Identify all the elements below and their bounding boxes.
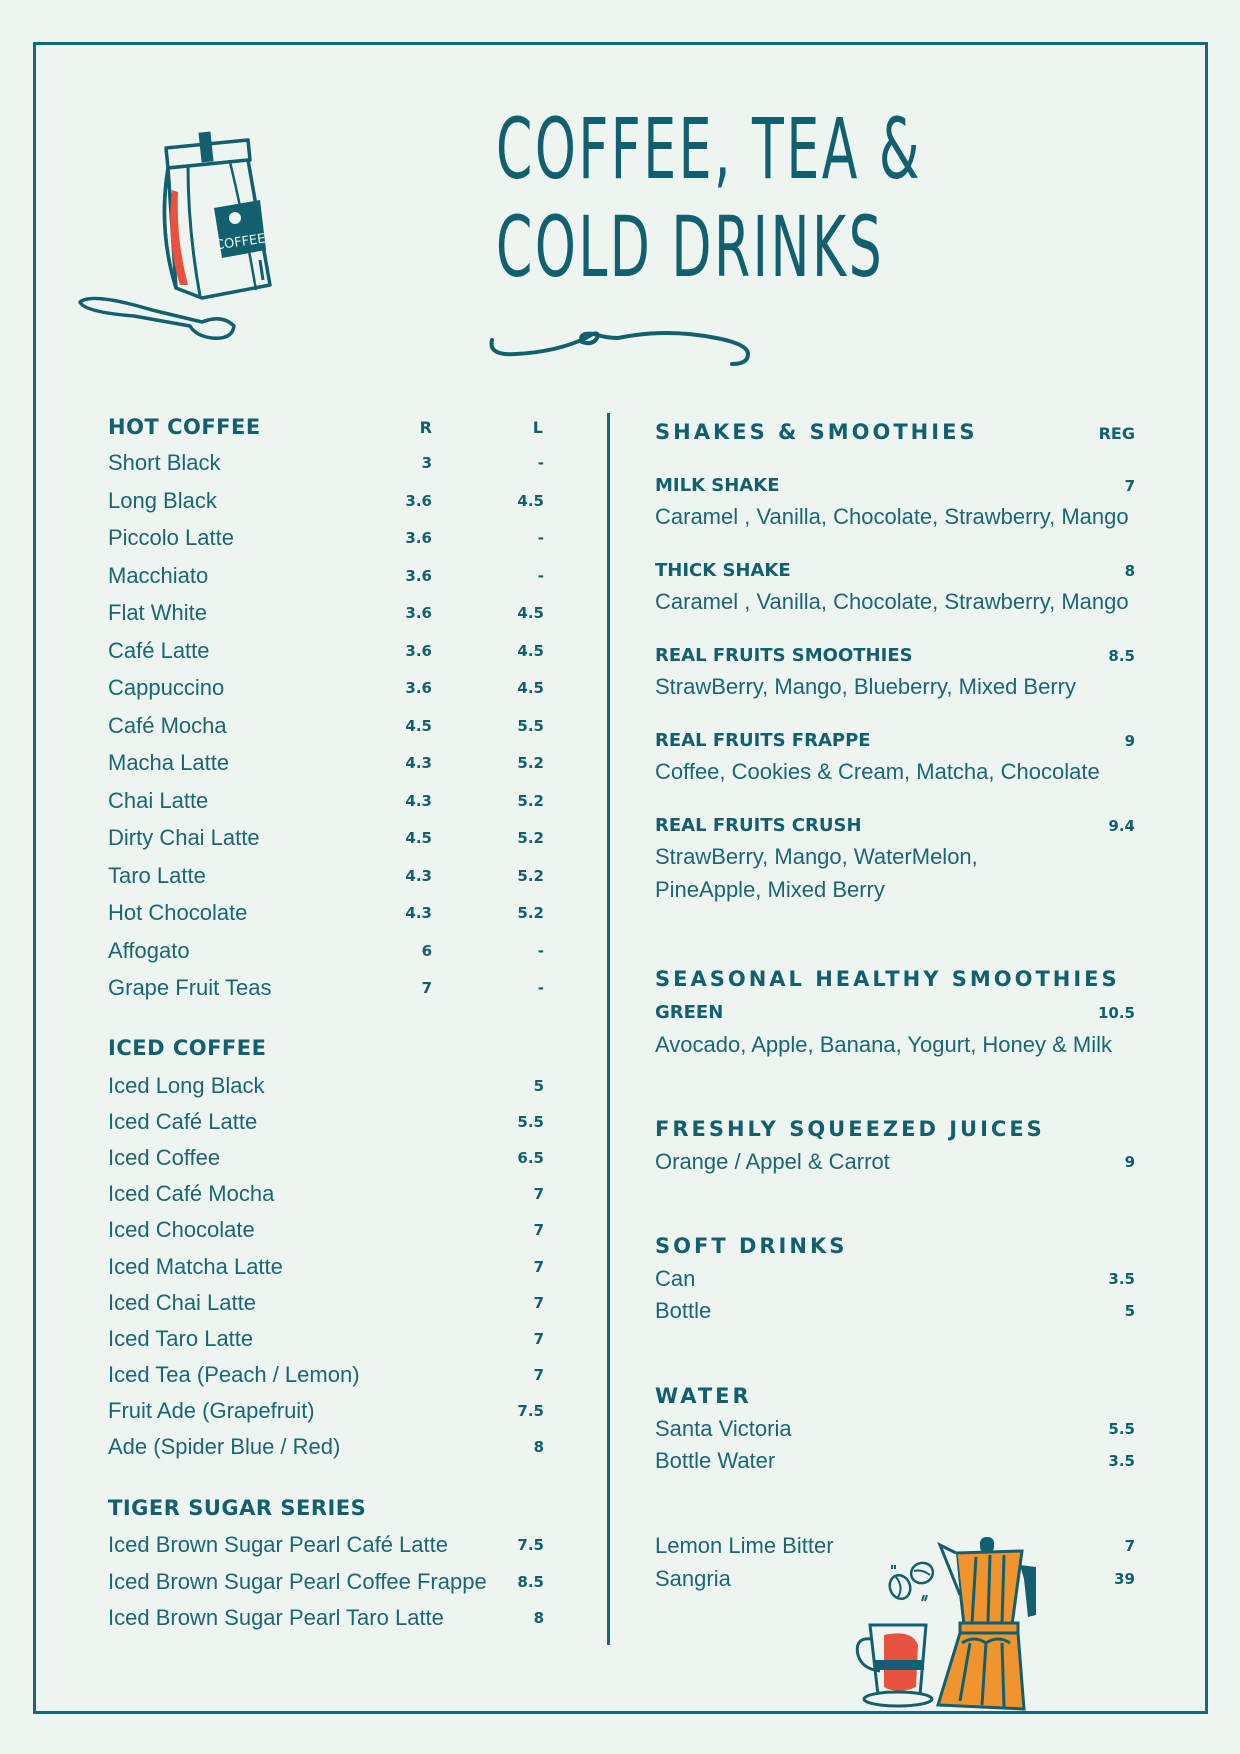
- item-name: THICK SHAKE: [655, 560, 791, 581]
- item-price: 8.5: [1108, 647, 1135, 665]
- item-price: 7: [533, 1365, 544, 1384]
- section-title-juices: FRESHLY SQUEEZED JUICES: [655, 1117, 1045, 1141]
- menu-item-row: [108, 486, 544, 516]
- item-price: 5.5: [1108, 1420, 1135, 1438]
- price-large: 5.2: [517, 904, 544, 922]
- menu-item-row: [655, 998, 1135, 1028]
- menu-item-row: [108, 448, 544, 478]
- item-price: 8: [533, 1438, 544, 1456]
- price-regular: 3.6: [405, 641, 432, 660]
- item-price: 10.5: [1097, 1004, 1135, 1022]
- price-large: -: [537, 529, 544, 547]
- menu-item-row: [108, 598, 544, 628]
- item-description: Avocado, Apple, Banana, Yogurt, Honey & Milk: [655, 1032, 1113, 1057]
- menu-item-row: [108, 1567, 544, 1597]
- menu-item-row: [655, 1264, 1135, 1294]
- item-price: 7.5: [517, 1536, 544, 1554]
- menu-item-row: [108, 823, 544, 853]
- item-price: 39: [1114, 1570, 1135, 1588]
- section-title-tiger-sugar: TIGER SUGAR SERIES: [108, 1496, 367, 1520]
- menu-item-row: [108, 1432, 544, 1462]
- item-name: REAL FRUITS SMOOTHIES: [655, 645, 913, 666]
- menu-item-row: [655, 811, 1135, 841]
- item-name: Taro Latte: [108, 862, 206, 888]
- item-name: Iced Matcha Latte: [108, 1253, 283, 1279]
- section-title-hot-coffee: HOT COFFEE: [108, 415, 261, 439]
- item-name: Lemon Lime Bitter: [655, 1533, 834, 1558]
- menu-item-row: [655, 1147, 1135, 1177]
- item-price: 7: [533, 1221, 544, 1240]
- price-large: 5.2: [517, 791, 544, 810]
- item-name: REAL FRUITS CRUSH: [655, 815, 862, 836]
- column-divider: [607, 413, 610, 1645]
- section-title-iced-coffee: ICED COFFEE: [108, 1036, 267, 1060]
- price-regular: 4.3: [405, 866, 432, 885]
- item-price: 5: [1124, 1302, 1135, 1320]
- item-name: Hot Chocolate: [108, 900, 248, 925]
- menu-item-row: [108, 711, 544, 741]
- item-price: 9.4: [1108, 817, 1135, 835]
- price-regular: 6: [421, 941, 432, 960]
- item-name: Iced Café Latte: [108, 1109, 258, 1135]
- title-line-2: COLD DRINKS: [496, 198, 885, 296]
- item-name: Iced Brown Sugar Pearl Taro Latte: [108, 1605, 444, 1630]
- item-name: Bottle: [655, 1298, 712, 1323]
- item-price: 9: [1124, 732, 1135, 750]
- menu-item-row: [108, 1603, 544, 1633]
- item-description: PineApple, Mixed Berry: [655, 877, 885, 902]
- item-name: Sangria: [655, 1566, 731, 1591]
- price-large: -: [537, 979, 544, 997]
- price-regular: 3.6: [405, 679, 432, 697]
- menu-item-row: [108, 1360, 544, 1390]
- item-name: Long Black: [108, 487, 217, 513]
- item-price: 7: [533, 1329, 544, 1348]
- price-large: 5.2: [517, 754, 544, 772]
- column-header-regular: R: [419, 418, 432, 437]
- item-name: Short Black: [108, 450, 221, 475]
- item-name: Macchiato: [108, 562, 209, 588]
- item-price: 7: [1124, 477, 1135, 495]
- svg-text:COFFEE: COFFEE: [214, 231, 267, 254]
- item-name: GREEN: [655, 1002, 724, 1023]
- menu-item-row: [108, 1252, 544, 1282]
- item-name: Iced Brown Sugar Pearl Café Latte: [108, 1532, 448, 1557]
- menu-item-row: [108, 1215, 544, 1245]
- item-name: Macha Latte: [108, 750, 230, 775]
- item-price: 7: [1124, 1537, 1135, 1555]
- menu-item-row: [108, 973, 544, 1003]
- section-title-seasonal: SEASONAL HEALTHY SMOOTHIES: [655, 967, 1120, 991]
- item-name: Iced Coffee: [108, 1145, 221, 1171]
- menu-item-row: [655, 471, 1135, 501]
- item-name: Chai Latte: [108, 787, 209, 813]
- menu-item-row: [108, 1179, 544, 1209]
- item-name: Fruit Ade (Grapefruit): [108, 1397, 315, 1423]
- price-large: -: [537, 941, 544, 960]
- item-description: Caramel , Vanilla, Chocolate, Strawberry, Mango: [655, 589, 1129, 614]
- price-regular: 3.6: [405, 529, 432, 547]
- menu-item-row: [108, 748, 544, 778]
- item-name: Iced Tea (Peach / Lemon): [108, 1361, 360, 1387]
- item-name: Iced Café Mocha: [108, 1181, 275, 1207]
- title-line-1: COFFEE, TEA &: [496, 100, 922, 198]
- item-name: Iced Long Black: [108, 1073, 265, 1098]
- price-regular: 7: [421, 979, 432, 997]
- item-price: 7.5: [517, 1401, 544, 1420]
- item-price: 3.5: [1108, 1270, 1135, 1288]
- menu-item-row: [108, 786, 544, 816]
- menu-item-row: [108, 936, 544, 966]
- menu-item-row: [655, 1414, 1135, 1444]
- item-price: 3.5: [1108, 1452, 1135, 1470]
- section-title-shakes: SHAKES & SMOOTHIES: [655, 420, 978, 444]
- item-name: Iced Brown Sugar Pearl Coffee Frappe: [108, 1568, 487, 1594]
- item-description: Coffee, Cookies & Cream, Matcha, Chocolate: [655, 759, 1100, 784]
- column-header-regular: REG: [1098, 424, 1135, 443]
- moka-pot-and-cup-icon: [852, 1535, 1062, 1715]
- menu-item-row: [108, 1143, 544, 1173]
- menu-item-row: [108, 861, 544, 891]
- menu-item-row: [108, 1324, 544, 1354]
- section-title-water: WATER: [655, 1384, 752, 1408]
- menu-item-row: [655, 641, 1135, 671]
- column-header-large: L: [532, 418, 543, 437]
- item-name: Grape Fruit Teas: [108, 975, 272, 1000]
- menu-item-row: [108, 898, 544, 928]
- price-regular: 4.5: [405, 716, 432, 735]
- menu-item-row: [108, 1288, 544, 1318]
- item-name: Santa Victoria: [655, 1416, 792, 1441]
- menu-item-row: [655, 556, 1135, 586]
- item-price: 8: [533, 1609, 544, 1627]
- item-name: Dirty Chai Latte: [108, 825, 260, 850]
- item-name: Piccolo Latte: [108, 525, 234, 550]
- menu-item-row: [655, 1446, 1135, 1476]
- menu-item-row: [108, 523, 544, 553]
- item-name: REAL FRUITS FRAPPE: [655, 730, 871, 751]
- item-price: 9: [1124, 1153, 1135, 1171]
- menu-item-row: [108, 1530, 544, 1560]
- item-name: Orange / Appel & Carrot: [655, 1149, 890, 1174]
- price-large: 4.5: [517, 604, 544, 622]
- price-large: 5.2: [517, 829, 544, 847]
- menu-item-row: [108, 561, 544, 591]
- decorative-swash-icon: [486, 322, 756, 372]
- coffee-bag-icon: [72, 100, 312, 370]
- item-name: Flat White: [108, 600, 208, 625]
- section-title-soft-drinks: SOFT DRINKS: [655, 1234, 848, 1258]
- price-large: -: [537, 566, 544, 585]
- item-description: StrawBerry, Mango, Blueberry, Mixed Berry: [655, 674, 1076, 699]
- item-name: Cappuccino: [108, 675, 225, 700]
- price-large: 5.2: [517, 866, 544, 885]
- item-name: Iced Taro Latte: [108, 1325, 254, 1351]
- item-price: 8: [1124, 562, 1135, 580]
- item-name: Iced Chai Latte: [108, 1289, 256, 1315]
- item-price: 5.5: [517, 1113, 544, 1132]
- menu-item-row: [655, 726, 1135, 756]
- price-regular: 3.6: [405, 491, 432, 510]
- menu-title: [496, 100, 922, 296]
- price-large: 5.5: [517, 716, 544, 735]
- item-name: Ade (Spider Blue / Red): [108, 1434, 341, 1459]
- item-name: Café Mocha: [108, 712, 227, 738]
- item-description: StrawBerry, Mango, WaterMelon,: [655, 844, 978, 869]
- menu-item-row: [108, 636, 544, 666]
- price-regular: 4.5: [405, 829, 432, 847]
- item-price: 5: [533, 1077, 544, 1095]
- menu-item-row: [655, 1296, 1135, 1326]
- item-name: Bottle Water: [655, 1448, 776, 1473]
- item-name: MILK SHAKE: [655, 475, 780, 496]
- menu-item-row: [108, 673, 544, 703]
- item-price: 7: [533, 1257, 544, 1276]
- menu-item-row: [108, 1396, 544, 1426]
- price-large: 4.5: [517, 491, 544, 510]
- item-name: Café Latte: [108, 637, 210, 663]
- item-description: Caramel , Vanilla, Chocolate, Strawberry, Mango: [655, 504, 1129, 529]
- item-name: Affogato: [108, 937, 190, 963]
- menu-item-row: [108, 1107, 544, 1137]
- menu-item-row: [108, 1071, 544, 1101]
- item-name: Iced Chocolate: [108, 1217, 255, 1243]
- price-regular: 4.3: [405, 754, 432, 772]
- item-price: 6.5: [517, 1149, 544, 1168]
- price-large: 4.5: [517, 679, 544, 697]
- price-large: 4.5: [517, 641, 544, 660]
- item-price: 8.5: [517, 1572, 544, 1591]
- price-regular: 4.3: [405, 904, 432, 922]
- price-regular: 4.3: [405, 791, 432, 810]
- price-regular: 3: [421, 454, 432, 472]
- item-name: Can: [655, 1266, 696, 1291]
- item-price: 7: [533, 1185, 544, 1204]
- price-regular: 3.6: [405, 566, 432, 585]
- price-regular: 3.6: [405, 604, 432, 622]
- price-large: -: [537, 454, 544, 472]
- item-price: 7: [533, 1293, 544, 1312]
